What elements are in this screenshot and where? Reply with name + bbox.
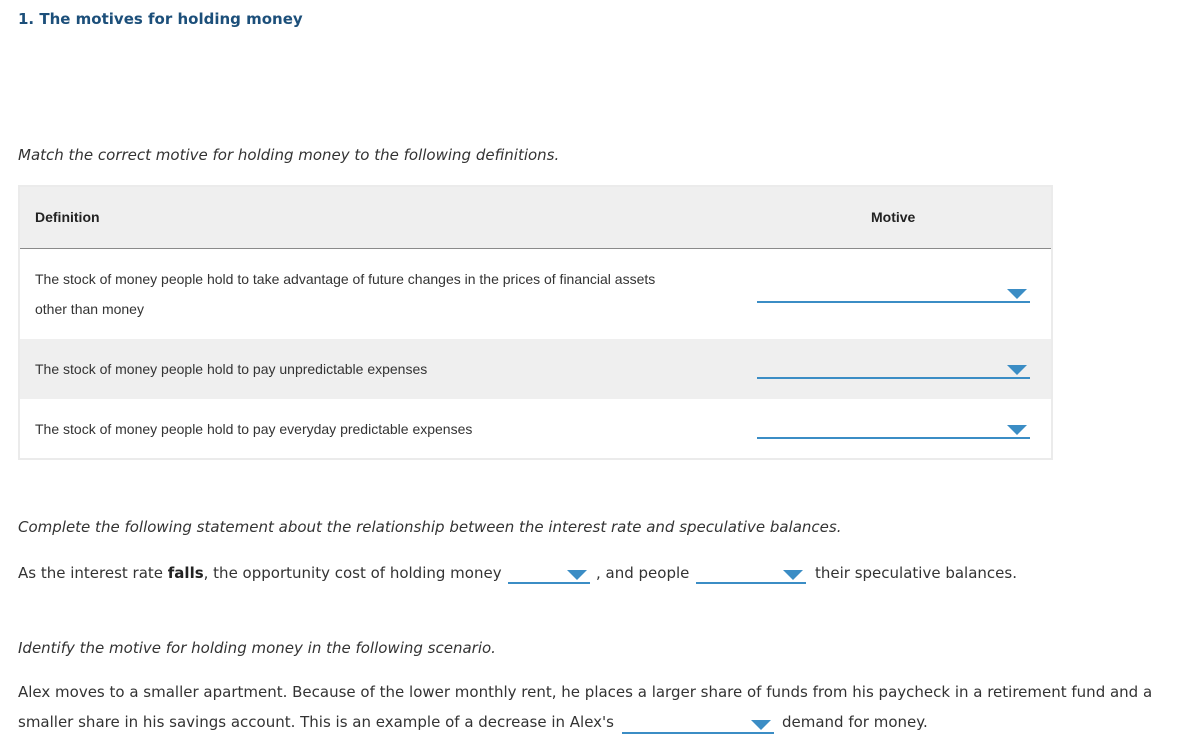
caret-down-icon: [1007, 289, 1027, 299]
definition-line: The stock of money people hold to take advantage of future changes in the prices of financial assets: [35, 271, 656, 287]
matching-table: [18, 185, 1053, 460]
sentence-bold-word: falls: [167, 564, 204, 582]
caret-down-icon: [567, 570, 587, 580]
sentence-suffix: their speculative balances.: [815, 564, 1017, 582]
motive-dropdown[interactable]: [757, 423, 1030, 439]
scenario-line-2-suffix: demand for money.: [782, 713, 928, 731]
definition-column-header: Definition: [35, 209, 100, 225]
opportunity-cost-dropdown[interactable]: [508, 568, 590, 584]
sentence-text: As the interest rate: [18, 564, 168, 582]
sentence-middle: , and people: [596, 564, 690, 582]
caret-down-icon: [1007, 425, 1027, 435]
table-row: [20, 339, 1051, 399]
speculative-balances-dropdown[interactable]: [696, 568, 806, 584]
caret-down-icon: [1007, 365, 1027, 375]
definition-text: [35, 264, 735, 324]
table-header: [20, 187, 1051, 249]
question-title: 1. The motives for holding money: [18, 10, 303, 28]
table-row: [20, 249, 1051, 339]
definition-text: The stock of money people hold to pay everyday predictable expenses: [35, 421, 473, 437]
relationship-instruction: Complete the following statement about the relationship between the interest rate and speculative balances.: [18, 518, 842, 536]
scenario-line-1: Alex moves to a smaller apartment. Because of the lower monthly rent, he places a larger share of funds from his paycheck in a retirement fund and a: [18, 683, 1153, 701]
caret-down-icon: [751, 720, 771, 730]
motive-dropdown[interactable]: [757, 287, 1030, 303]
definition-text: The stock of money people hold to pay unpredictable expenses: [35, 361, 428, 377]
definition-line: other than money: [35, 301, 144, 317]
motive-scenario-dropdown[interactable]: [622, 718, 774, 734]
motive-column-header: Motive: [871, 209, 916, 225]
sentence-text: , the opportunity cost of holding money: [203, 564, 502, 582]
scenario-instruction: Identify the motive for holding money in the following scenario.: [18, 639, 496, 657]
table-row: [20, 399, 1051, 458]
motive-dropdown[interactable]: [757, 363, 1030, 379]
match-instruction: Match the correct motive for holding money to the following definitions.: [18, 146, 560, 164]
scenario-line-2: smaller share in his savings account. This is an example of a decrease in Alex's: [18, 713, 614, 731]
sentence-prefix: [18, 564, 502, 582]
caret-down-icon: [783, 570, 803, 580]
